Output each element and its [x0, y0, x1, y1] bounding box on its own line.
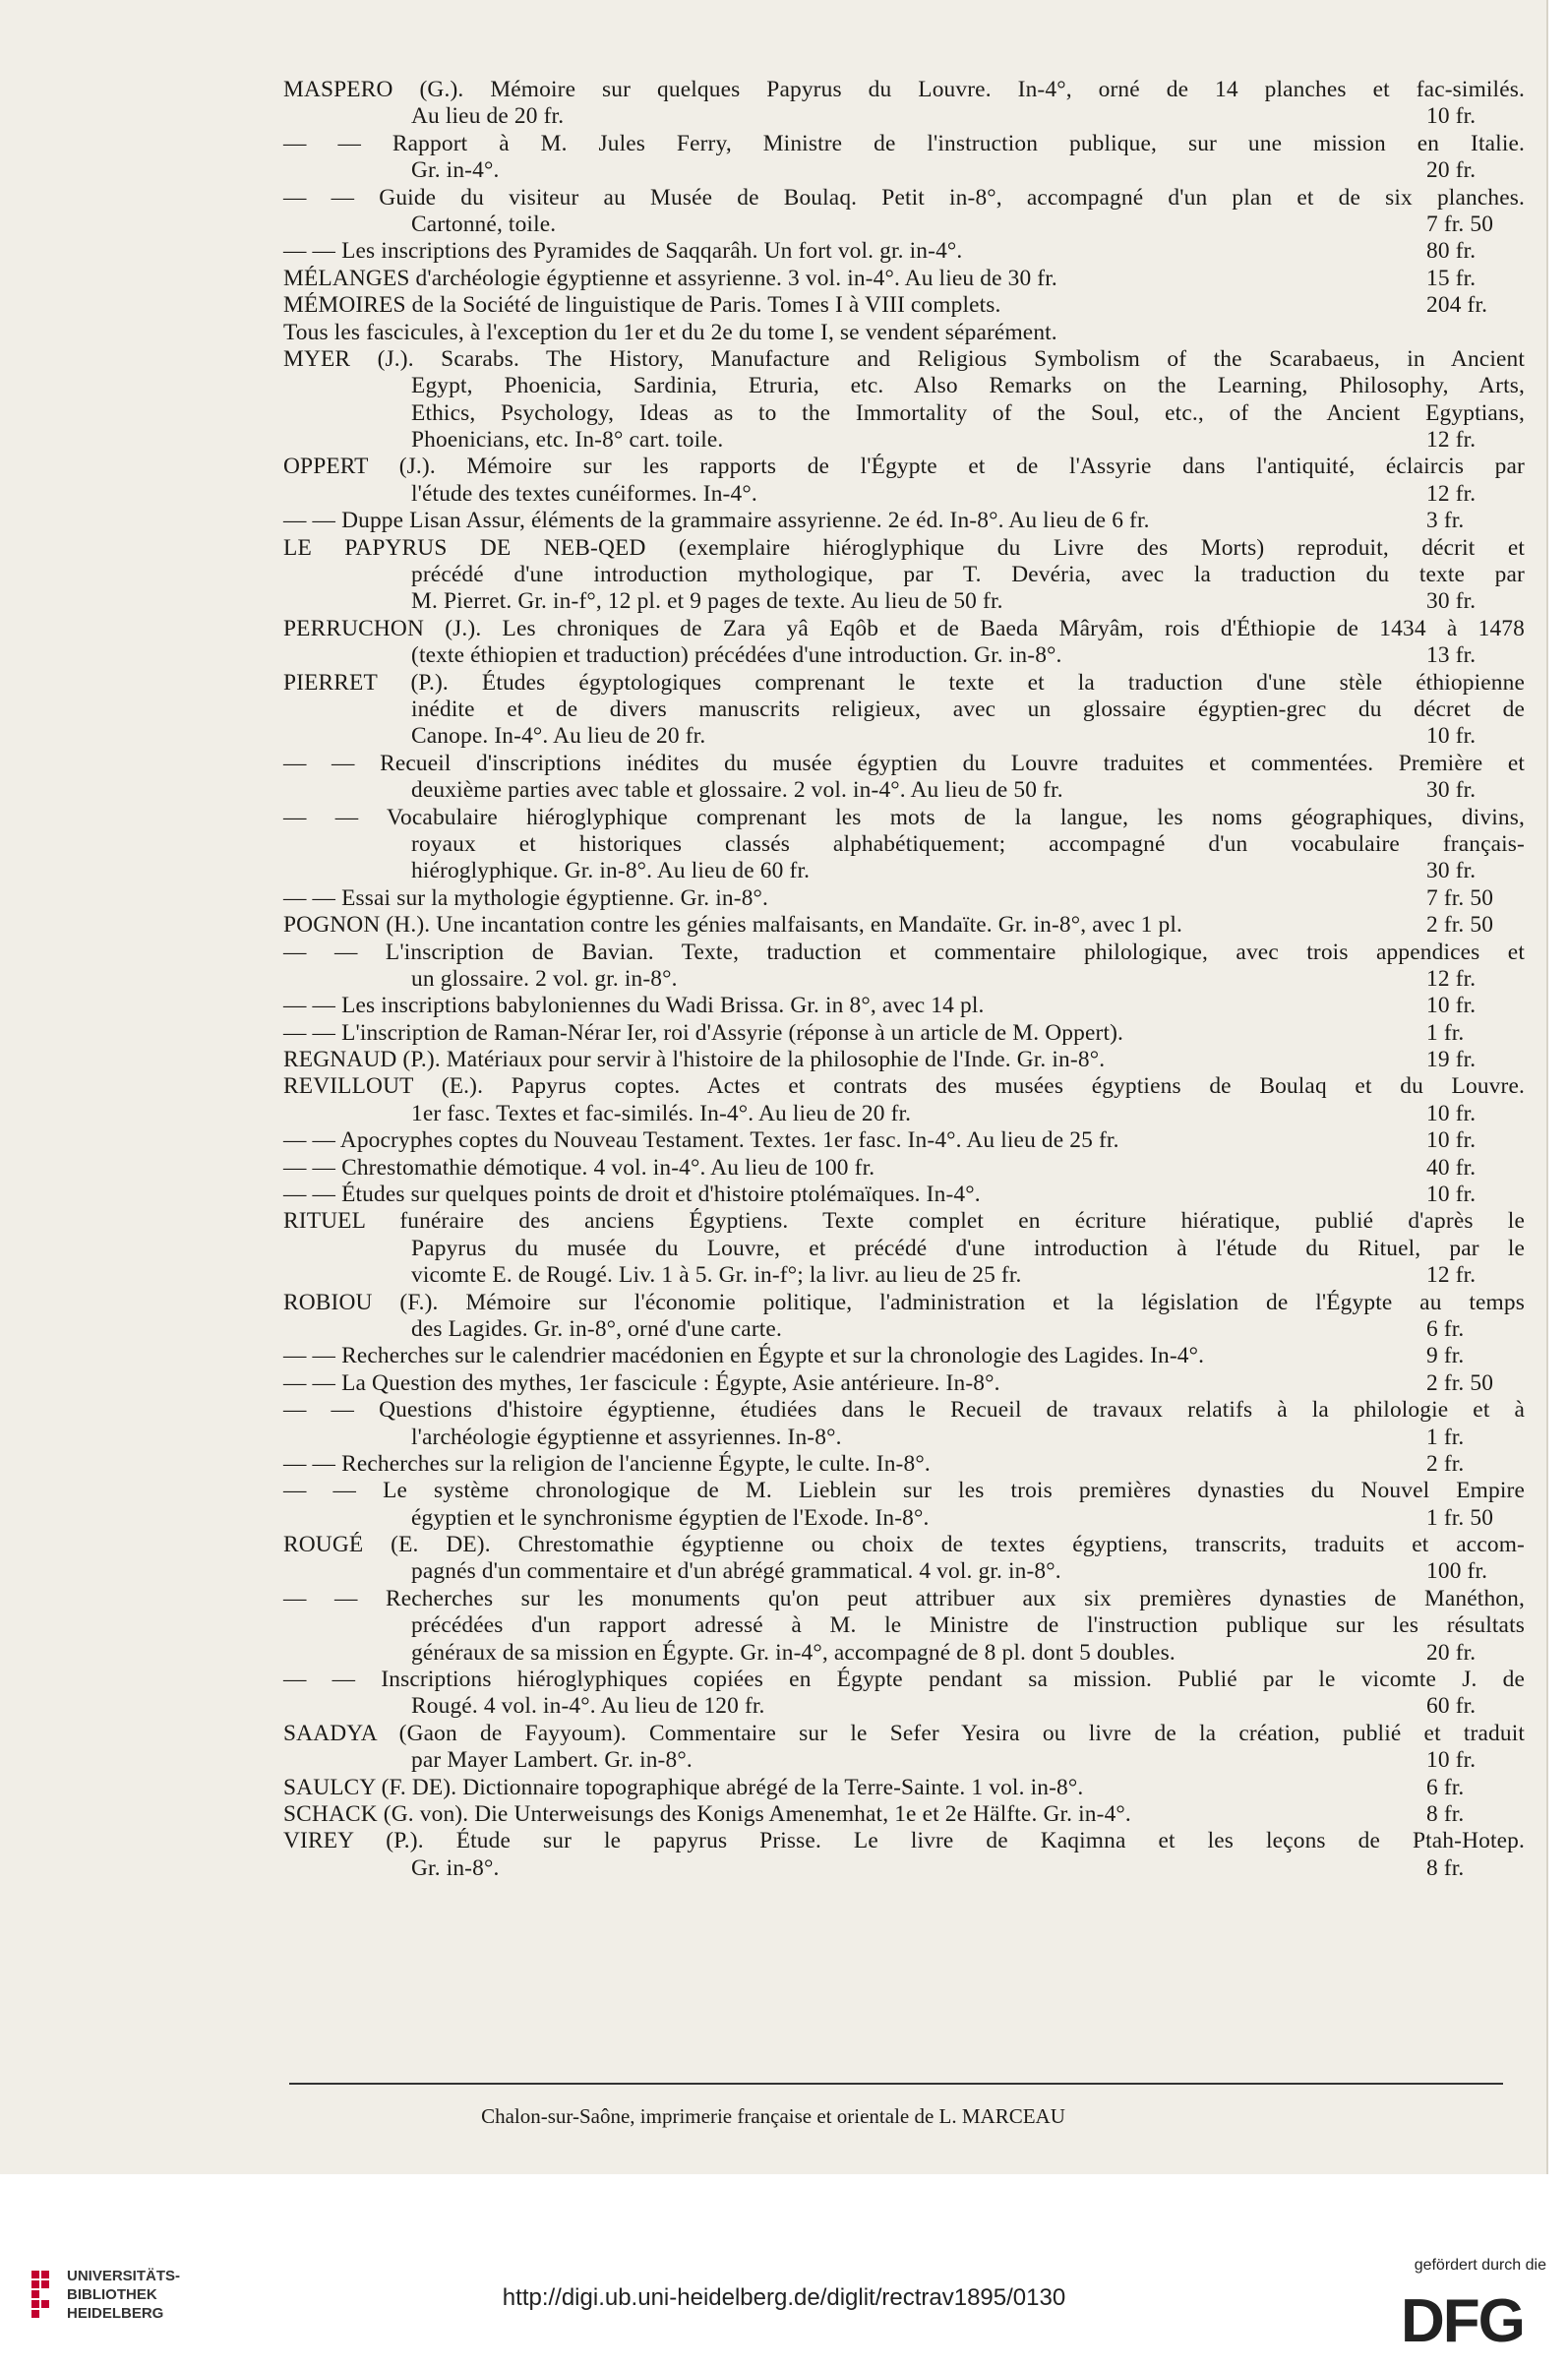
- entry-text: Phoenicians, etc. In-8° cart. toile.: [411, 427, 724, 454]
- entry-text: — — Vocabulaire hiéroglyphique comprenant les mots de la langue, les noms géographiques, divins,: [283, 804, 1525, 830]
- entry-price: 1 fr.: [1426, 1019, 1465, 1046]
- entry-price: 20 fr.: [1426, 1639, 1477, 1666]
- catalogue-entry: [283, 1397, 1525, 1451]
- catalogue-entry: [283, 238, 1525, 265]
- entry-price: 30 fr.: [1426, 777, 1477, 804]
- entry-price: 19 fr.: [1426, 1047, 1477, 1073]
- entry-line: [283, 697, 1525, 723]
- catalogue-entry: [283, 320, 1525, 346]
- entry-line: [283, 1640, 1525, 1667]
- entry-price: 12 fr.: [1426, 965, 1477, 992]
- entry-text: Ethics, Psychology, Ideas as to the Immortality of the Soul, etc., of the Ancient Egyptians,: [411, 399, 1525, 426]
- entry-line: [283, 346, 1525, 373]
- entry-line: [283, 1020, 1525, 1047]
- entry-text: — — L'inscription de Raman-Nérar Ier, roi d'Assyrie (réponse à un article de M. Oppert).: [283, 1019, 1124, 1046]
- entry-line: [283, 1612, 1525, 1639]
- entry-price: 20 fr.: [1426, 157, 1477, 184]
- entry-text: Canope. In-4°. Au lieu de 20 fr.: [411, 723, 706, 750]
- catalogue-entry: [283, 1478, 1525, 1532]
- entry-text: — — Chrestomathie démotique. 4 vol. in-4°. Au lieu de 100 fr.: [283, 1154, 875, 1181]
- entry-text: Egypt, Phoenicia, Sardinia, Etruria, etc. Also Remarks on the Learning, Philosophy, Arts,: [411, 373, 1525, 399]
- entry-text: — — Apocryphes coptes du Nouveau Testament. Textes. 1er fasc. In-4°. Au lieu de 25 fr.: [283, 1127, 1119, 1154]
- catalogue-entry: [283, 1290, 1525, 1344]
- page-url[interactable]: http://digi.ub.uni-heidelberg.de/diglit/rectrav1895/0130: [502, 2284, 1066, 2311]
- entry-text: royaux et historiques classés alphabétiquement; accompagné d'un vocabulaire français-: [411, 830, 1525, 857]
- entry-line: [283, 481, 1525, 508]
- entry-text: l'étude des textes cunéiformes. In-4°.: [411, 480, 757, 507]
- catalogue-entry: [283, 77, 1525, 131]
- entry-text: précédé d'une introduction mythologique, par T. Devéria, avec la traduction du texte par: [411, 562, 1525, 588]
- entry-line: [283, 1182, 1525, 1208]
- entry-price: 6 fr.: [1426, 1774, 1465, 1800]
- dfg-caption: gefördert durch die: [1414, 2257, 1546, 2274]
- entry-price: 13 fr.: [1426, 642, 1477, 669]
- catalogue-entry: [283, 1073, 1525, 1127]
- entry-text: — — Essai sur la mythologie égyptienne. Gr. in-8°.: [283, 884, 769, 911]
- entry-line: [283, 1478, 1525, 1504]
- catalogue-entry: [283, 805, 1525, 885]
- library-name-line: HEIDELBERG: [67, 2305, 164, 2322]
- catalogue-entry: [283, 454, 1525, 508]
- catalogue-entry: [283, 185, 1525, 239]
- entry-text: Cartonné, toile.: [411, 211, 557, 237]
- entry-text: deuxième parties avec table et glossaire. 2 vol. in-4°. Au lieu de 50 fr.: [411, 777, 1063, 804]
- entry-text: MASPERO (G.). Mémoire sur quelques Papyrus du Louvre. In-4°, orné de 14 planches et fac-similés.: [283, 77, 1525, 102]
- entry-line: [283, 1586, 1525, 1612]
- entry-price: 10 fr.: [1426, 1747, 1477, 1774]
- entry-line: [283, 1425, 1525, 1451]
- catalogue-entry: [283, 1721, 1525, 1775]
- entry-line: [283, 400, 1525, 427]
- entry-line: [283, 103, 1525, 130]
- entry-line: [283, 1236, 1525, 1262]
- entry-line: [283, 373, 1525, 399]
- entry-price: 1 fr. 50: [1426, 1504, 1494, 1531]
- entry-line: [283, 1316, 1525, 1343]
- entry-line: [283, 642, 1525, 669]
- catalogue-entry: [283, 1155, 1525, 1182]
- entry-price: 10 fr.: [1426, 993, 1477, 1019]
- catalogue-entry: [283, 266, 1525, 292]
- entry-line: [283, 858, 1525, 884]
- entry-line: [283, 912, 1525, 939]
- entry-line: [283, 1262, 1525, 1289]
- catalogue-entry: [283, 1370, 1525, 1397]
- entry-text: SCHACK (G. von). Die Unterweisungs des Konigs Amenemhat, 1e et 2e Hälfte. Gr. in-4°.: [283, 1801, 1131, 1827]
- entry-text: Rougé. 4 vol. in-4°. Au lieu de 120 fr.: [411, 1693, 765, 1720]
- entry-text: l'archéologie égyptienne et assyriennes. In-8°.: [411, 1424, 842, 1450]
- entry-text: REVILLOUT (E.). Papyrus coptes. Actes et contrats des musées égyptiens de Boulaq et du Louvre.: [283, 1073, 1525, 1100]
- entry-price: 10 fr.: [1426, 1127, 1477, 1154]
- dfg-logo-icon: [1401, 2288, 1546, 2347]
- entry-text: MYER (J.). Scarabs. The History, Manufacture and Religious Symbolism of the Scarabaeus, in Ancient: [283, 345, 1525, 372]
- entry-text: — — Recherches sur le calendrier macédonien en Égypte et sur la chronologie des Lagides. In-4°.: [283, 1343, 1205, 1369]
- entry-line: [283, 1558, 1525, 1585]
- entry-text: PERRUCHON (J.). Les chroniques de Zara yâ Eqôb et de Baeda Mâryâm, rois d'Éthiopie de 1434 à 1478: [283, 615, 1525, 641]
- entry-price: 10 fr.: [1426, 1100, 1477, 1126]
- catalogue-entry: [283, 670, 1525, 751]
- dfg-funding[interactable]: [1379, 2257, 1546, 2355]
- entry-line: [283, 885, 1525, 912]
- entry-text: (texte éthiopien et traduction) précédées d'une introduction. Gr. in-8°.: [411, 642, 1062, 669]
- catalogue-entry: [283, 1127, 1525, 1154]
- catalogue-entry: [283, 1667, 1525, 1721]
- entry-text: — — Rapport à M. Jules Ferry, Ministre de l'instruction publique, sur une mission en Italie.: [283, 130, 1525, 156]
- entry-line: [283, 266, 1525, 292]
- entry-text: SAULCY (F. DE). Dictionnaire topographique abrégé de la Terre-Sainte. 1 vol. in-8°.: [283, 1774, 1084, 1800]
- entry-line: [283, 831, 1525, 858]
- entry-line: [283, 508, 1525, 534]
- entry-text: ROUGÉ (E. DE). Chrestomathie égyptienne ou choix de textes égyptiens, transcrits, traduits et accom-: [283, 1532, 1525, 1558]
- entry-line: [283, 805, 1525, 831]
- entry-line: [283, 562, 1525, 588]
- catalogue-entry: [283, 1208, 1525, 1289]
- entry-line: [283, 1801, 1525, 1828]
- imprint-rule: [289, 2083, 1503, 2085]
- catalogue-entry: [283, 1047, 1525, 1073]
- entry-price: 60 fr.: [1426, 1693, 1477, 1720]
- entry-text: PIERRET (P.). Études égyptologiques comprenant le texte et la traduction d'une stèle éthiopienne: [283, 669, 1525, 696]
- entry-price: 40 fr.: [1426, 1154, 1477, 1181]
- entry-text: — — Duppe Lisan Assur, éléments de la grammaire assyrienne. 2e éd. In-8°. Au lieu de 6 fr.: [283, 508, 1150, 534]
- entry-price: 30 fr.: [1426, 858, 1477, 884]
- entry-line: [283, 238, 1525, 265]
- entry-line: [283, 1290, 1525, 1316]
- entry-text: Gr. in-8°.: [411, 1854, 500, 1881]
- entry-line: [283, 1721, 1525, 1747]
- entry-text: POGNON (H.). Une incantation contre les génies malfaisants, en Mandaïte. Gr. in-8°, avec 1 pl.: [283, 912, 1182, 939]
- entry-text: MÉMOIRES de la Société de linguistique de Paris. Tomes I à VIII complets.: [283, 292, 1001, 319]
- entry-line: [283, 454, 1525, 480]
- entry-text: — — Recherches sur la religion de l'ancienne Égypte, le culte. In-8°.: [283, 1450, 931, 1477]
- catalogue-entry: [283, 292, 1525, 319]
- entry-price: 7 fr. 50: [1426, 211, 1494, 237]
- catalogue-entry: [283, 131, 1525, 185]
- entry-text: — — L'inscription de Bavian. Texte, traduction et commentaire philologique, avec trois appendices et: [283, 939, 1525, 965]
- catalogue-entry: [283, 940, 1525, 994]
- entry-price: 10 fr.: [1426, 1182, 1477, 1208]
- entry-line: [283, 1693, 1525, 1720]
- viewer-footer: [0, 2176, 1568, 2368]
- library-name-line: BIBLIOTHEK: [67, 2286, 157, 2303]
- entry-text: — — La Question des mythes, 1er fascicule : Égypte, Asie antérieure. In-8°.: [283, 1369, 1000, 1396]
- entry-text: égyptien et le synchronisme égyptien de l'Exode. In-8°.: [411, 1504, 930, 1531]
- entry-line: [283, 1397, 1525, 1424]
- entry-text: ROBIOU (F.). Mémoire sur l'économie politique, l'administration et la législation de l'Égypte au temps: [283, 1289, 1525, 1315]
- entry-price: 2 fr. 50: [1426, 1369, 1494, 1396]
- catalogue-entry: [283, 535, 1525, 616]
- entry-price: 12 fr.: [1426, 480, 1477, 507]
- entry-text: par Mayer Lambert. Gr. in-8°.: [411, 1747, 693, 1774]
- entry-line: [283, 1127, 1525, 1154]
- entry-text: Gr. in-4°.: [411, 157, 500, 184]
- catalogue-entry: [283, 1828, 1525, 1882]
- entry-line: [283, 616, 1525, 642]
- entry-line: [283, 1370, 1525, 1397]
- entry-text: — — Recherches sur les monuments qu'on peut attribuer aux six premières dynasties de Manéthon,: [283, 1585, 1525, 1611]
- entry-price: 12 fr.: [1426, 1262, 1477, 1289]
- catalogue-entry: [283, 1020, 1525, 1047]
- entry-text: généraux de sa mission en Égypte. Gr. in-4°, accompagné de 8 pl. dont 5 doubles.: [411, 1639, 1176, 1666]
- entry-line: [283, 751, 1525, 777]
- entry-text: M. Pierret. Gr. in-f°, 12 pl. et 9 pages de texte. Au lieu de 50 fr.: [411, 588, 1003, 615]
- catalogue-entry: [283, 1586, 1525, 1667]
- entry-text: REGNAUD (P.). Matériaux pour servir à l'histoire de la philosophie de l'Inde. Gr. in-8°.: [283, 1047, 1106, 1073]
- catalogue-entry: [283, 1451, 1525, 1478]
- entry-line: [283, 670, 1525, 697]
- entry-text: — — Les inscriptions babyloniennes du Wadi Brissa. Gr. in 8°, avec 14 pl.: [283, 993, 985, 1019]
- entry-line: [283, 1101, 1525, 1127]
- entry-line: [283, 1451, 1525, 1478]
- entry-text: SAADYA (Gaon de Fayyoum). Commentaire sur le Sefer Yesira ou livre de la création, publié et traduit: [283, 1720, 1525, 1746]
- entry-text: pagnés d'un commentaire et d'un abrégé grammatical. 4 vol. gr. in-8°.: [411, 1558, 1061, 1585]
- entry-line: [283, 1208, 1525, 1235]
- catalogue-entry: [283, 993, 1525, 1019]
- entry-text: Au lieu de 20 fr.: [411, 103, 565, 130]
- entry-text: — — Questions d'histoire égyptienne, étudiées dans le Recueil de travaux relatifs à la philologie et à: [283, 1397, 1525, 1424]
- entry-line: [283, 1747, 1525, 1774]
- catalogue-entry: [283, 1775, 1525, 1801]
- entry-text: un glossaire. 2 vol. gr. in-8°.: [411, 965, 678, 992]
- entry-price: 2 fr.: [1426, 1450, 1465, 1477]
- entry-price: 2 fr. 50: [1426, 912, 1494, 939]
- entry-text: — — Inscriptions hiéroglyphiques copiées en Égypte pendant sa mission. Publié par le vicomte J. de: [283, 1667, 1525, 1693]
- catalogue-entry: [283, 912, 1525, 939]
- entry-price: 3 fr.: [1426, 508, 1465, 534]
- catalogue-entry: [283, 346, 1525, 455]
- entry-price: 12 fr.: [1426, 427, 1477, 454]
- imprint-line: Chalon-sur-Saône, imprimerie française et orientale de L. MARCEAU: [481, 2104, 1065, 2128]
- entry-line: [283, 1775, 1525, 1801]
- entry-line: [283, 588, 1525, 615]
- entry-line: [283, 993, 1525, 1019]
- catalogue-entry: [283, 1343, 1525, 1369]
- entry-price: 100 fr.: [1426, 1558, 1488, 1585]
- entry-text: — — Le système chronologique de M. Lieblein sur les trois premières dynasties du Nouvel Empire: [283, 1478, 1525, 1504]
- catalogue-entry: [283, 885, 1525, 912]
- entry-text: OPPERT (J.). Mémoire sur les rapports de l'Égypte et de l'Assyrie dans l'antiquité, éclaircis par: [283, 454, 1525, 480]
- entry-line: [283, 1532, 1525, 1558]
- entry-price: 10 fr.: [1426, 723, 1477, 750]
- dfg-logo-text: DFG: [1401, 2288, 1524, 2347]
- entry-text: précédées d'un rapport adressé à M. le Ministre de l'instruction publique sur les résultats: [411, 1612, 1525, 1639]
- entry-line: [283, 940, 1525, 966]
- entry-line: [283, 131, 1525, 157]
- entry-price: 1 fr.: [1426, 1424, 1465, 1450]
- entry-line: [283, 185, 1525, 212]
- entry-line: [283, 157, 1525, 184]
- entry-line: [283, 1855, 1525, 1882]
- entry-line: [283, 212, 1525, 238]
- entry-text: des Lagides. Gr. in-8°, orné d'une carte.: [411, 1315, 782, 1342]
- entry-price: 80 fr.: [1426, 238, 1477, 265]
- entry-line: [283, 777, 1525, 804]
- entry-price: 204 fr.: [1426, 292, 1488, 319]
- entry-text: hiéroglyphique. Gr. in-8°. Au lieu de 60 fr.: [411, 858, 811, 884]
- entry-price: 10 fr.: [1426, 103, 1477, 130]
- entry-line: [283, 427, 1525, 454]
- entry-text: VIREY (P.). Étude sur le papyrus Prisse. Le livre de Kaqimna et les leçons de Ptah-Hotep.: [283, 1828, 1525, 1854]
- catalogue-entry: [283, 1801, 1525, 1828]
- entry-price: 8 fr.: [1426, 1801, 1465, 1827]
- entry-price: 9 fr.: [1426, 1343, 1465, 1369]
- entry-line: [283, 535, 1525, 562]
- entry-line: [283, 292, 1525, 319]
- entry-line: [283, 1047, 1525, 1073]
- entry-text: vicomte E. de Rougé. Liv. 1 à 5. Gr. in-f°; la livr. au lieu de 25 fr.: [411, 1262, 1022, 1289]
- entry-text: 1er fasc. Textes et fac-similés. In-4°. Au lieu de 20 fr.: [411, 1100, 912, 1126]
- entry-price: 6 fr.: [1426, 1315, 1465, 1342]
- entry-line: [283, 966, 1525, 993]
- entry-text: — — Les inscriptions des Pyramides de Saqqarâh. Un fort vol. gr. in-4°.: [283, 238, 963, 265]
- entry-text: RITUEL funéraire des anciens Égyptiens. Texte complet en écriture hiératique, publié d'après le: [283, 1208, 1525, 1235]
- entry-line: [283, 1155, 1525, 1182]
- entry-line: [283, 1073, 1525, 1100]
- catalogue-entry: [283, 751, 1525, 805]
- entry-text: — — Guide du visiteur au Musée de Boulaq. Petit in-8°, accompagné d'un plan et de six planches.: [283, 184, 1525, 211]
- entry-line: [283, 320, 1525, 346]
- entry-text: inédite et de divers manuscrits religieux, avec un glossaire égyptien-grec du décret de: [411, 696, 1525, 722]
- library-name-line: UNIVERSITÄTS-: [67, 2268, 181, 2284]
- entry-text: Papyrus du musée du Louvre, et précédé d'une introduction à l'étude du Rituel, par le: [411, 1235, 1525, 1261]
- entry-text: — — Études sur quelques points de droit et d'histoire ptolémaïques. In-4°.: [283, 1182, 981, 1208]
- entry-text: MÉLANGES d'archéologie égyptienne et assyrienne. 3 vol. in-4°. Au lieu de 30 fr.: [283, 265, 1057, 291]
- entry-line: [283, 1343, 1525, 1369]
- entry-text: Tous les fascicules, à l'exception du 1er et du 2e du tome I, se vendent séparément.: [283, 319, 1057, 345]
- catalogue-entries: [283, 77, 1525, 1882]
- catalogue-entry: [283, 1532, 1525, 1586]
- catalogue-entry: [283, 1182, 1525, 1208]
- entry-price: 15 fr.: [1426, 265, 1477, 291]
- entry-text: LE PAPYRUS DE NEB-QED (exemplaire hiéroglyphique du Livre des Morts) reproduit, décrit et: [283, 534, 1525, 561]
- catalogue-entry: [283, 616, 1525, 670]
- entry-text: — — Recueil d'inscriptions inédites du musée égyptien du Louvre traduites et commentées. Première et: [283, 750, 1525, 776]
- entry-line: [283, 1505, 1525, 1532]
- entry-price: 30 fr.: [1426, 588, 1477, 615]
- entry-line: [283, 77, 1525, 103]
- entry-price: 8 fr.: [1426, 1854, 1465, 1881]
- entry-line: [283, 723, 1525, 750]
- catalogue-entry: [283, 508, 1525, 534]
- entry-line: [283, 1828, 1525, 1854]
- entry-price: 7 fr. 50: [1426, 884, 1494, 911]
- entry-line: [283, 1667, 1525, 1693]
